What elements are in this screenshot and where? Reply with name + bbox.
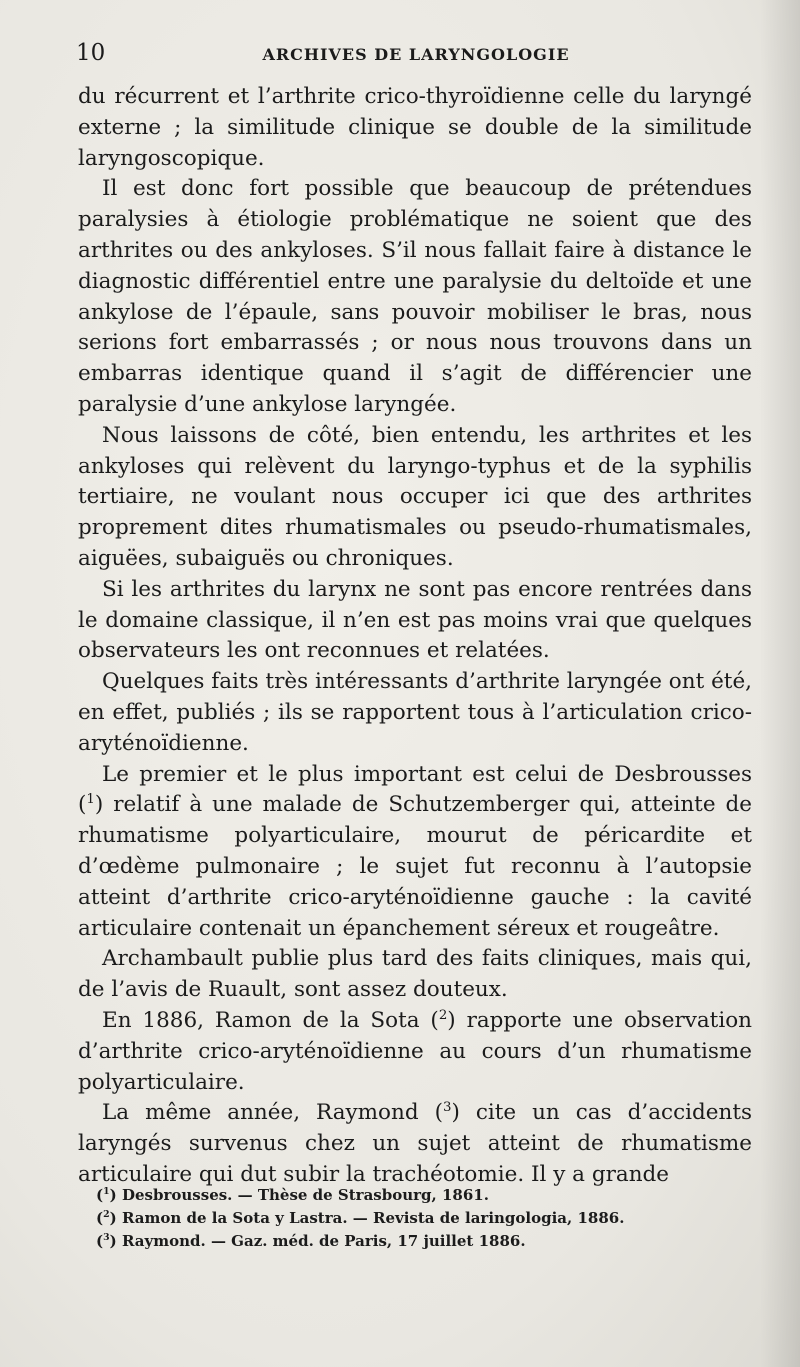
footnotes xyxy=(96,1184,746,1253)
paragraph-text: En 1886, Ramon de la Sota ( xyxy=(102,1007,439,1033)
paragraph: Il est donc fort possible que beaucoup de prétendues paralysies à étiologie problématique ne soient que des arthrites ou des ankyloses. S’il nous fallait faire à distance le diagnostic différentiel entre une paralysie du deltoïde et une ankylose de l’épaule, sans pouvoir mobiliser le bras, nous serions fort embarrassés ; or nous nous trouvons dans un embarras identique quand il s’agit de différencier une paralysie d’une ankylose laryngée. xyxy=(78,176,752,417)
running-title: ARCHIVES DE LARYNGOLOGIE xyxy=(262,45,570,64)
footnote-marker: ($^2$) xyxy=(96,1209,117,1227)
body-text xyxy=(78,82,752,1191)
footnote-text: Ramon de la Sota y Lastra. — Revista de laringologia, 1886. xyxy=(122,1209,625,1227)
footnote-marker: ($^1$) xyxy=(96,1186,117,1204)
page-edge-shadow xyxy=(760,0,800,1367)
footnote xyxy=(96,1230,746,1253)
paragraph-text: La même année, Raymond ( xyxy=(102,1100,443,1126)
paragraph: Archambault publie plus tard des faits cliniques, mais qui, de l’avis de Ruault, sont assez douteux. xyxy=(78,946,752,1003)
footnote xyxy=(96,1184,746,1207)
paragraph xyxy=(78,1006,752,1098)
footnote-text: Raymond. — Gaz. méd. de Paris, 17 juillet 1886. xyxy=(122,1232,526,1250)
paragraph: Quelques faits très intéressants d’arthrite laryngée ont été, en effet, publiés ; ils se rapportent tous à l’articulation crico-aryténoïdienne. xyxy=(78,669,752,756)
paragraph: du récurrent et l’arthrite crico-thyroïdienne celle du laryngé externe ; la similitude clinique se double de la similitude laryngoscopique. xyxy=(78,84,752,171)
footnote-ref[interactable]: 2 xyxy=(438,1007,448,1023)
paragraph xyxy=(78,1098,752,1190)
paragraph xyxy=(78,760,752,945)
paragraph-text: ) rapporte une observation d’arthrite crico-aryténoïdienne au cours d’un rhumatisme polyarticulaire. xyxy=(78,1007,752,1095)
paragraph-text: ) cite un cas d’accidents laryngés survenus chez un sujet atteint de rhumatisme articulaire qui dut subir la trachéotomie. Il y a grande xyxy=(78,1100,752,1187)
footnote-ref[interactable]: 3 xyxy=(442,1100,452,1116)
paragraph-text: ) relatif à une malade de Schutzemberger qui, atteinte de rhumatisme polyarticulaire, mourut de péricardite et d’œdème pulmonaire ; le sujet fut reconnu à l’autopsie atteint d’arthrite crico-aryténoïdienne gauche : la cavité articulaire contenait un épanchement séreux et rougeâtre. xyxy=(78,792,752,941)
footnote-ref[interactable]: 1 xyxy=(86,792,95,808)
page-number: 10 xyxy=(76,40,106,66)
paragraph: Nous laissons de côté, bien entendu, les arthrites et les ankyloses qui relèvent du laryngo-typhus et de la syphilis tertiaire, ne voulant nous occuper ici que des arthrites proprement dites rhumatismales ou pseudo-rhumatismales, aiguëes, subaiguës ou chroniques. xyxy=(78,422,752,571)
footnote-marker: ($^3$) xyxy=(96,1232,117,1250)
footnote-text: Desbrousses. — Thèse de Strasbourg, 1861. xyxy=(122,1186,489,1204)
paragraph: Si les arthrites du larynx ne sont pas encore rentrées dans le domaine classique, il n’en est pas moins vrai que quelques observateurs les ont reconnues et relatées. xyxy=(78,576,752,664)
paragraph-text: Le premier et le plus important est celui de Desbrousses ( xyxy=(78,761,752,818)
footnote xyxy=(96,1207,746,1230)
page-header xyxy=(76,40,756,74)
